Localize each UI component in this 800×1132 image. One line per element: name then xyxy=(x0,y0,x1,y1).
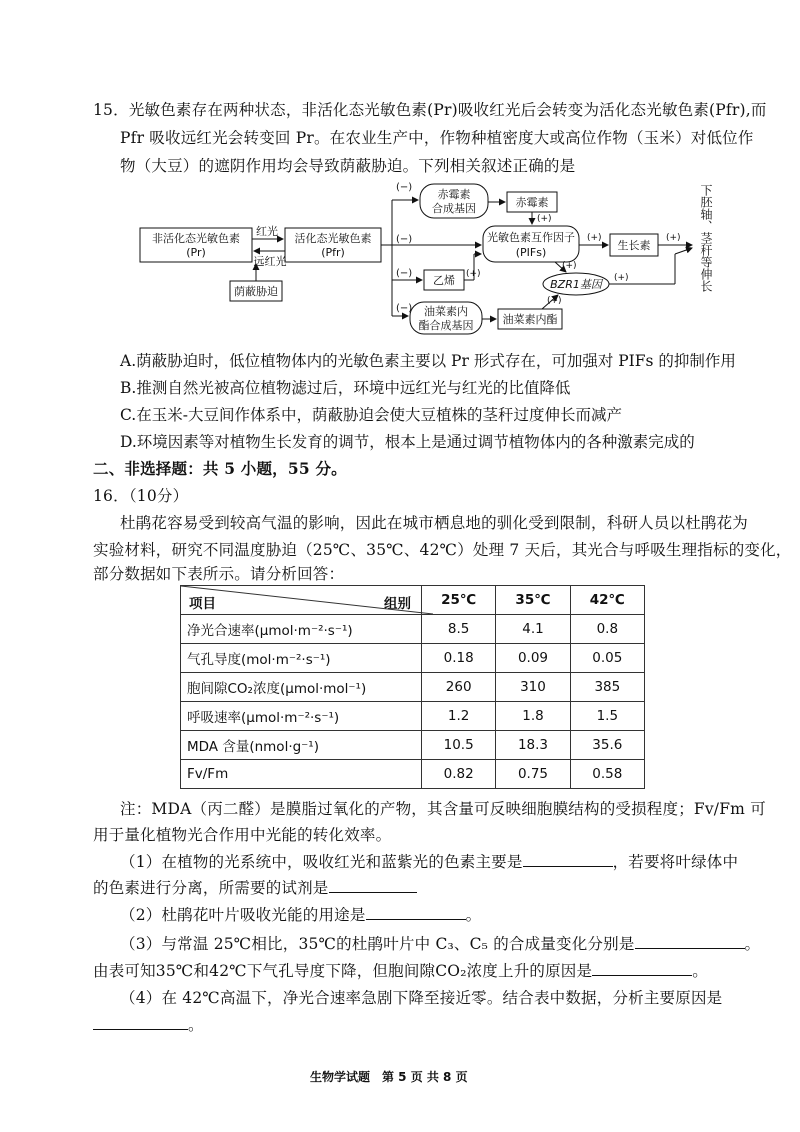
sign-neg-br: (−) xyxy=(396,303,413,314)
ga-gene-label-1: 赤霉素 xyxy=(437,188,471,201)
shade-stress-pathway-diagram xyxy=(100,176,720,336)
answer-blank-2[interactable] xyxy=(329,878,417,893)
row-label: 呼吸速率(μmol·m⁻²·s⁻¹) xyxy=(181,702,422,731)
sub3-period-a: 。 xyxy=(744,935,761,953)
sub2-text: （2）杜鹃花叶片吸收光能的用途是 xyxy=(120,906,366,924)
section-2-heading: 二、非选择题：共 5 小题，55 分。 xyxy=(93,459,347,478)
option-b: B.推测自然光被高位植物滤过后，环境中远红光与红光的比值降低 xyxy=(120,379,571,397)
pr-label-2: (Pr) xyxy=(186,246,206,259)
note-line-1: 注：MDA（丙二醛）是膜脂过氧化的产物，其含量可反映细胞膜结构的受损程度；Fv/Fm 可 xyxy=(120,800,766,818)
sign-pos-ga-pif: (+) xyxy=(537,214,552,224)
pfr-label-1: 活化态光敏色素 xyxy=(294,232,372,245)
q15-line-1: 15．光敏色素存在两种状态，非活化态光敏色素(Pr)吸收红光后会转变为活化态光敏色素(Pfr),而 xyxy=(93,101,767,119)
cell-value: 0.09 xyxy=(496,644,570,673)
header-item: 项目 xyxy=(189,596,216,612)
sub3-line-2 xyxy=(93,959,708,981)
sign-neg-ga: (−) xyxy=(396,182,413,193)
sub2-period: 。 xyxy=(465,906,482,924)
sign-neg-pif: (−) xyxy=(396,234,413,245)
pif-label-1: 光敏色素互作因子 xyxy=(487,231,575,244)
answer-blank-3[interactable] xyxy=(366,905,466,920)
table-row xyxy=(181,615,645,644)
stress-label: 荫蔽胁迫 xyxy=(234,285,278,298)
bzr1-label: BZR1基因 xyxy=(550,278,602,291)
answer-blank-6[interactable] xyxy=(93,1015,188,1030)
sub3-line-1 xyxy=(120,932,760,954)
sub3-text-a: （3）与常温 25℃相比，35℃的杜鹃叶片中 C₃、C₅ 的合成量变化分别是 xyxy=(120,935,635,953)
cell-value: 0.05 xyxy=(570,644,644,673)
pr-label-1: 非活化态光敏色素 xyxy=(152,232,240,245)
answer-blank-4[interactable] xyxy=(635,934,745,949)
sign-pos-pif-auxin: (+) xyxy=(587,233,602,243)
sub1-line-1 xyxy=(120,850,738,872)
row-label: 净光合速率(μmol·m⁻²·s⁻¹) xyxy=(181,615,422,644)
temperature-data-table xyxy=(180,585,645,789)
sub3-period-b: 。 xyxy=(692,962,708,980)
cell-value: 260 xyxy=(422,673,496,702)
q15-line-2: Pfr 吸收远红光会转变回 Pr。在农业生产中，作物种植密度大或高位作物（玉米）对低位作 xyxy=(120,129,754,147)
cell-value: 310 xyxy=(496,673,570,702)
sign-pos-auxin: (+) xyxy=(666,233,681,243)
table-row xyxy=(181,644,645,673)
sign-pos-eth: (+) xyxy=(466,269,481,279)
sub3-text-b: 由表可知35℃和42℃下气孔导度下降，但胞间隙CO₂浓度上升的原因是 xyxy=(93,962,593,980)
col-42c: 42℃ xyxy=(570,586,644,615)
sub1-text-c: 的色素进行分离，所需要的试剂是 xyxy=(93,879,329,897)
sign-neg-eth: (−) xyxy=(396,268,413,279)
sub1-text-a: （1）在植物的光系统中，吸收红光和蓝紫光的色素主要是 xyxy=(120,853,523,871)
q16-intro-3: 部分数据如下表所示。请分析回答： xyxy=(93,565,345,583)
note-line-2: 用于量化植物光合作用中光能的转化效率。 xyxy=(93,826,392,844)
sub2-line xyxy=(120,903,481,925)
q16-intro-1: 杜鹃花容易受到较高气温的影响，因此在城市栖息地的驯化受到限制，科研人员以杜鹃花为 xyxy=(120,514,749,532)
pfr-label-2: (Pfr) xyxy=(321,246,345,259)
row-label: 胞间隙CO₂浓度(μmol·mol⁻¹) xyxy=(181,673,422,702)
table-row xyxy=(181,731,645,760)
q16-number: 16．（10分） xyxy=(93,487,189,505)
option-c: C.在玉米-大豆间作体系中，荫蔽胁迫会使大豆植株的茎秆过度伸长而减产 xyxy=(120,406,622,424)
row-label: Fv/Fm xyxy=(181,760,422,789)
option-d: D.环境因素等对植物生长发育的调节，根本上是通过调节植物体内的各种激素完成的 xyxy=(120,433,695,451)
cell-value: 18.3 xyxy=(496,731,570,760)
sign-pos-bzr1-out: (+) xyxy=(614,273,629,283)
page-footer: 生物学试题 第 5 页 共 8 页 xyxy=(310,1070,468,1084)
row-label: 气孔导度(mol·m⁻²·s⁻¹) xyxy=(181,644,422,673)
br-label: 油菜素内酯 xyxy=(502,313,558,326)
cell-value: 4.1 xyxy=(496,615,570,644)
answer-blank-1[interactable] xyxy=(523,852,613,867)
cell-value: 0.8 xyxy=(570,615,644,644)
table-row xyxy=(181,702,645,731)
cell-value: 10.5 xyxy=(422,731,496,760)
br-gene-label-1: 油菜素内 xyxy=(424,305,468,318)
col-35c: 35℃ xyxy=(496,586,570,615)
sub4-line-1: （4）在 42℃高温下，净光合速率急剧下降至接近零。结合表中数据，分析主要原因是 xyxy=(120,989,723,1007)
cell-value: 0.75 xyxy=(496,760,570,789)
sub4-period: 。 xyxy=(188,1016,204,1034)
outcome-label: 下胚轴、茎秆等伸长 xyxy=(699,184,713,292)
cell-value: 1.5 xyxy=(570,702,644,731)
ethylene-label: 乙烯 xyxy=(433,274,455,287)
table-row xyxy=(181,760,645,789)
cell-value: 0.18 xyxy=(422,644,496,673)
q16-intro-2: 实验材料，研究不同温度胁迫（25℃、35℃、42℃）处理 7 天后，其光合与呼吸生理指标的变化， xyxy=(93,541,792,559)
auxin-label: 生长素 xyxy=(617,239,651,252)
header-group: 组别 xyxy=(384,596,411,612)
col-25c: 25℃ xyxy=(422,586,496,615)
br-gene-label-2: 酯合成基因 xyxy=(418,319,474,332)
sign-pos-bzr1: (+) xyxy=(562,261,577,271)
red-light-label: 红光 xyxy=(256,225,278,238)
sub1-text-b: ，若要将叶绿体中 xyxy=(612,853,739,871)
cell-value: 8.5 xyxy=(422,615,496,644)
sub4-line-2 xyxy=(93,1013,204,1035)
ga-gene-label-2: 合成基因 xyxy=(432,202,476,215)
answer-blank-5[interactable] xyxy=(592,961,692,976)
cell-value: 1.8 xyxy=(496,702,570,731)
far-red-label: 远红光 xyxy=(253,255,287,268)
table-corner-cell xyxy=(181,586,422,615)
option-a: A.荫蔽胁迫时，低位植物体内的光敏色素主要以 Pr 形式存在，可加强对 PIFs 的抑制作用 xyxy=(120,352,736,370)
q15-line-3: 物（大豆）的遮阴作用均会导致荫蔽胁迫。下列相关叙述正确的是 xyxy=(120,157,576,175)
ga-label: 赤霉素 xyxy=(515,196,549,209)
cell-value: 385 xyxy=(570,673,644,702)
row-label: MDA 含量(nmol·g⁻¹) xyxy=(181,731,422,760)
cell-value: 1.2 xyxy=(422,702,496,731)
sub1-line-2 xyxy=(93,876,417,898)
sign-pos-br: (+) xyxy=(547,296,562,306)
pif-label-2: (PIFs) xyxy=(515,246,547,259)
cell-value: 0.82 xyxy=(422,760,496,789)
table-row xyxy=(181,673,645,702)
table-header-row xyxy=(181,586,645,615)
cell-value: 0.58 xyxy=(570,760,644,789)
cell-value: 35.6 xyxy=(570,731,644,760)
